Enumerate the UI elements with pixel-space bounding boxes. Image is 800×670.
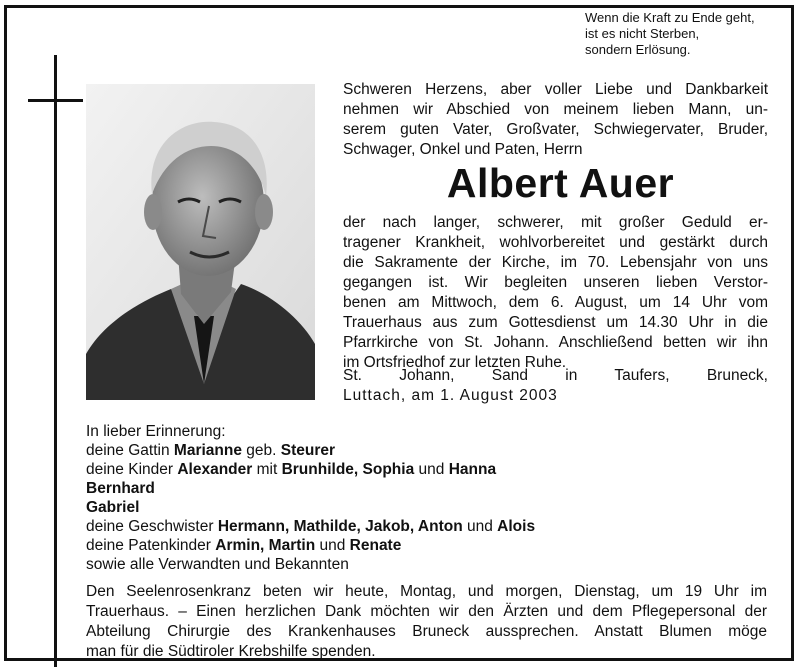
child-name: Alexander: [177, 461, 253, 478]
place-line: St. Johann, Sand in Taufers, Bruneck,: [343, 367, 768, 384]
godchild-name: Renate: [349, 537, 402, 554]
family-relatives: sowie alle Verwandten und Bekannten: [86, 556, 349, 573]
body-line: die Sakramente der Kirche, im 70. Lebensjahr von uns: [343, 254, 768, 271]
child-family: Hanna: [448, 461, 497, 478]
family-siblings: [86, 517, 646, 536]
intro-line: nehmen wir Abschied von meinem lieben Mann, un-: [343, 101, 768, 118]
motto-line: sondern Erlösung.: [585, 42, 691, 57]
child-name: Gabriel: [86, 499, 140, 516]
intro-line: serem guten Vater, Großvater, Schwiegervater, Bruder,: [343, 121, 768, 138]
family-list: [86, 422, 646, 574]
text: und: [315, 537, 350, 554]
intro-line: Schwager, Onkel und Paten, Herrn: [343, 141, 583, 158]
child-name: Bernhard: [86, 480, 155, 497]
text: deine Geschwister: [86, 518, 218, 535]
announcement-text: [343, 213, 768, 373]
child-family: Brunhilde, Sophia: [281, 461, 415, 478]
body-line: Trauerhaus aus zum Gottesdienst um 14.30 Uhr in die: [343, 314, 768, 331]
portrait-photo: [86, 84, 315, 400]
cross-icon: [54, 55, 57, 667]
family-children: [86, 460, 646, 479]
body-line: Pfarrkirche von St. Johann. Anschließend betten wir ihn: [343, 334, 768, 351]
sibling-names: Hermann, Mathilde, Jakob, Anton: [217, 518, 463, 535]
body-line: gegangen ist. Wir begleiten unseren lieben Verstor-: [343, 274, 768, 291]
closing-text: [86, 582, 767, 662]
text: geb.: [241, 442, 281, 459]
closing-line: man für die Südtiroler Krebshilfe spenden.: [86, 643, 376, 660]
text: und: [462, 518, 498, 535]
motto-line: ist es nicht Sterben,: [585, 26, 700, 41]
text: und: [414, 461, 449, 478]
place-line: Luttach, am 1. August 2003: [343, 387, 558, 404]
sibling-name: Alois: [497, 518, 536, 535]
portrait-illustration: [86, 84, 315, 400]
closing-line: Den Seelenrosenkranz beten wir heute, Montag, und morgen, Dienstag, um 19 Uhr im: [86, 583, 767, 600]
intro-line: Schweren Herzens, aber voller Liebe und Dankbarkeit: [343, 81, 768, 98]
closing-line: Trauerhaus. – Einen herzlichen Dank möchten wir den Ärzten und dem Pflegepersonal der: [86, 603, 767, 620]
family-wife: [86, 441, 646, 460]
godchild-names: Armin, Martin: [215, 537, 316, 554]
family-child: [86, 479, 646, 498]
wife-maiden-name: Steurer: [280, 442, 336, 459]
place-date: [343, 366, 768, 406]
closing-line: Abteilung Chirurgie des Krankenhauses Bruneck aussprechen. Anstatt Blumen möge: [86, 623, 767, 640]
motto-quote: [585, 10, 785, 58]
intro-text: [343, 80, 768, 160]
family-child: [86, 498, 646, 517]
family-heading: In lieber Erinnerung:: [86, 423, 226, 440]
family-godchildren: [86, 536, 646, 555]
text: deine Kinder: [86, 461, 178, 478]
body-line: benen am Mittwoch, dem 6. August, um 14 Uhr vom: [343, 294, 768, 311]
cross-bar: [28, 99, 83, 102]
deceased-name: Albert Auer: [446, 160, 675, 206]
text: deine Gattin: [86, 442, 174, 459]
motto-line: Wenn die Kraft zu Ende geht,: [585, 10, 755, 25]
body-line: der nach langer, schwerer, mit großer Geduld er-: [343, 214, 768, 231]
text: mit: [252, 461, 282, 478]
text: deine Patenkinder: [86, 537, 216, 554]
wife-name: Marianne: [173, 442, 242, 459]
body-line: im Ortsfriedhof zur letzten Ruhe.: [343, 354, 567, 371]
body-line: tragener Krankheit, wohlvorbereitet und gestärkt durch: [343, 234, 768, 251]
